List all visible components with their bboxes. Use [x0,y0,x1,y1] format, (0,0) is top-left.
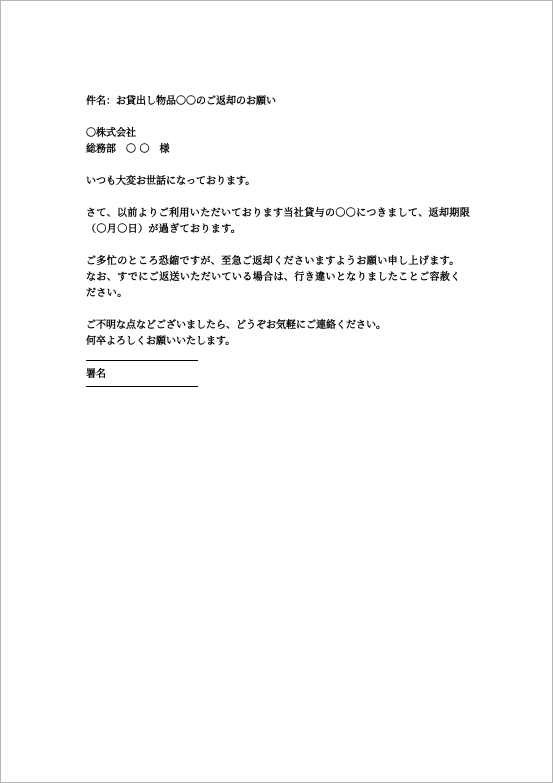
closing-line-1: ご不明な点などございましたら、どうぞお気軽にご連絡ください。 [86,320,386,331]
recipient-company: 〇株式会社 [86,128,136,139]
body-text-1: さて、以前よりご利用いただいております当社貸与の〇〇につきまして、返却期限（〇月〇日）が過ぎております。 [86,208,471,235]
body-text-2: ご多忙のところ恐縮ですが、至急ご返却くださいますようお願い申し上げます。 [86,256,460,267]
letter-body [86,94,471,387]
spacer [86,110,471,126]
greeting: いつも大変お世話になっております。 [86,176,256,187]
closing-line-2: 何卒よろしくお願いいたします。 [86,336,236,347]
body-paragraph-2 [86,254,471,302]
signature-label: 署名 [86,369,106,380]
spacer [86,302,471,318]
spacer [86,238,471,254]
signature-divider-bottom [86,386,198,387]
spacer [86,158,471,174]
spacer [86,190,471,206]
recipient-person: 総務部 〇 〇 様 [86,144,170,155]
body-text-3: なお、すでにご返送いただいている場合は、行き違いとなりましたことご容赦ください。 [86,272,461,299]
signature-divider-top [86,360,198,361]
letter-subject: 件名：お貸出し物品〇〇のご返却のお願い [86,96,276,107]
body-paragraph-1 [86,206,471,238]
